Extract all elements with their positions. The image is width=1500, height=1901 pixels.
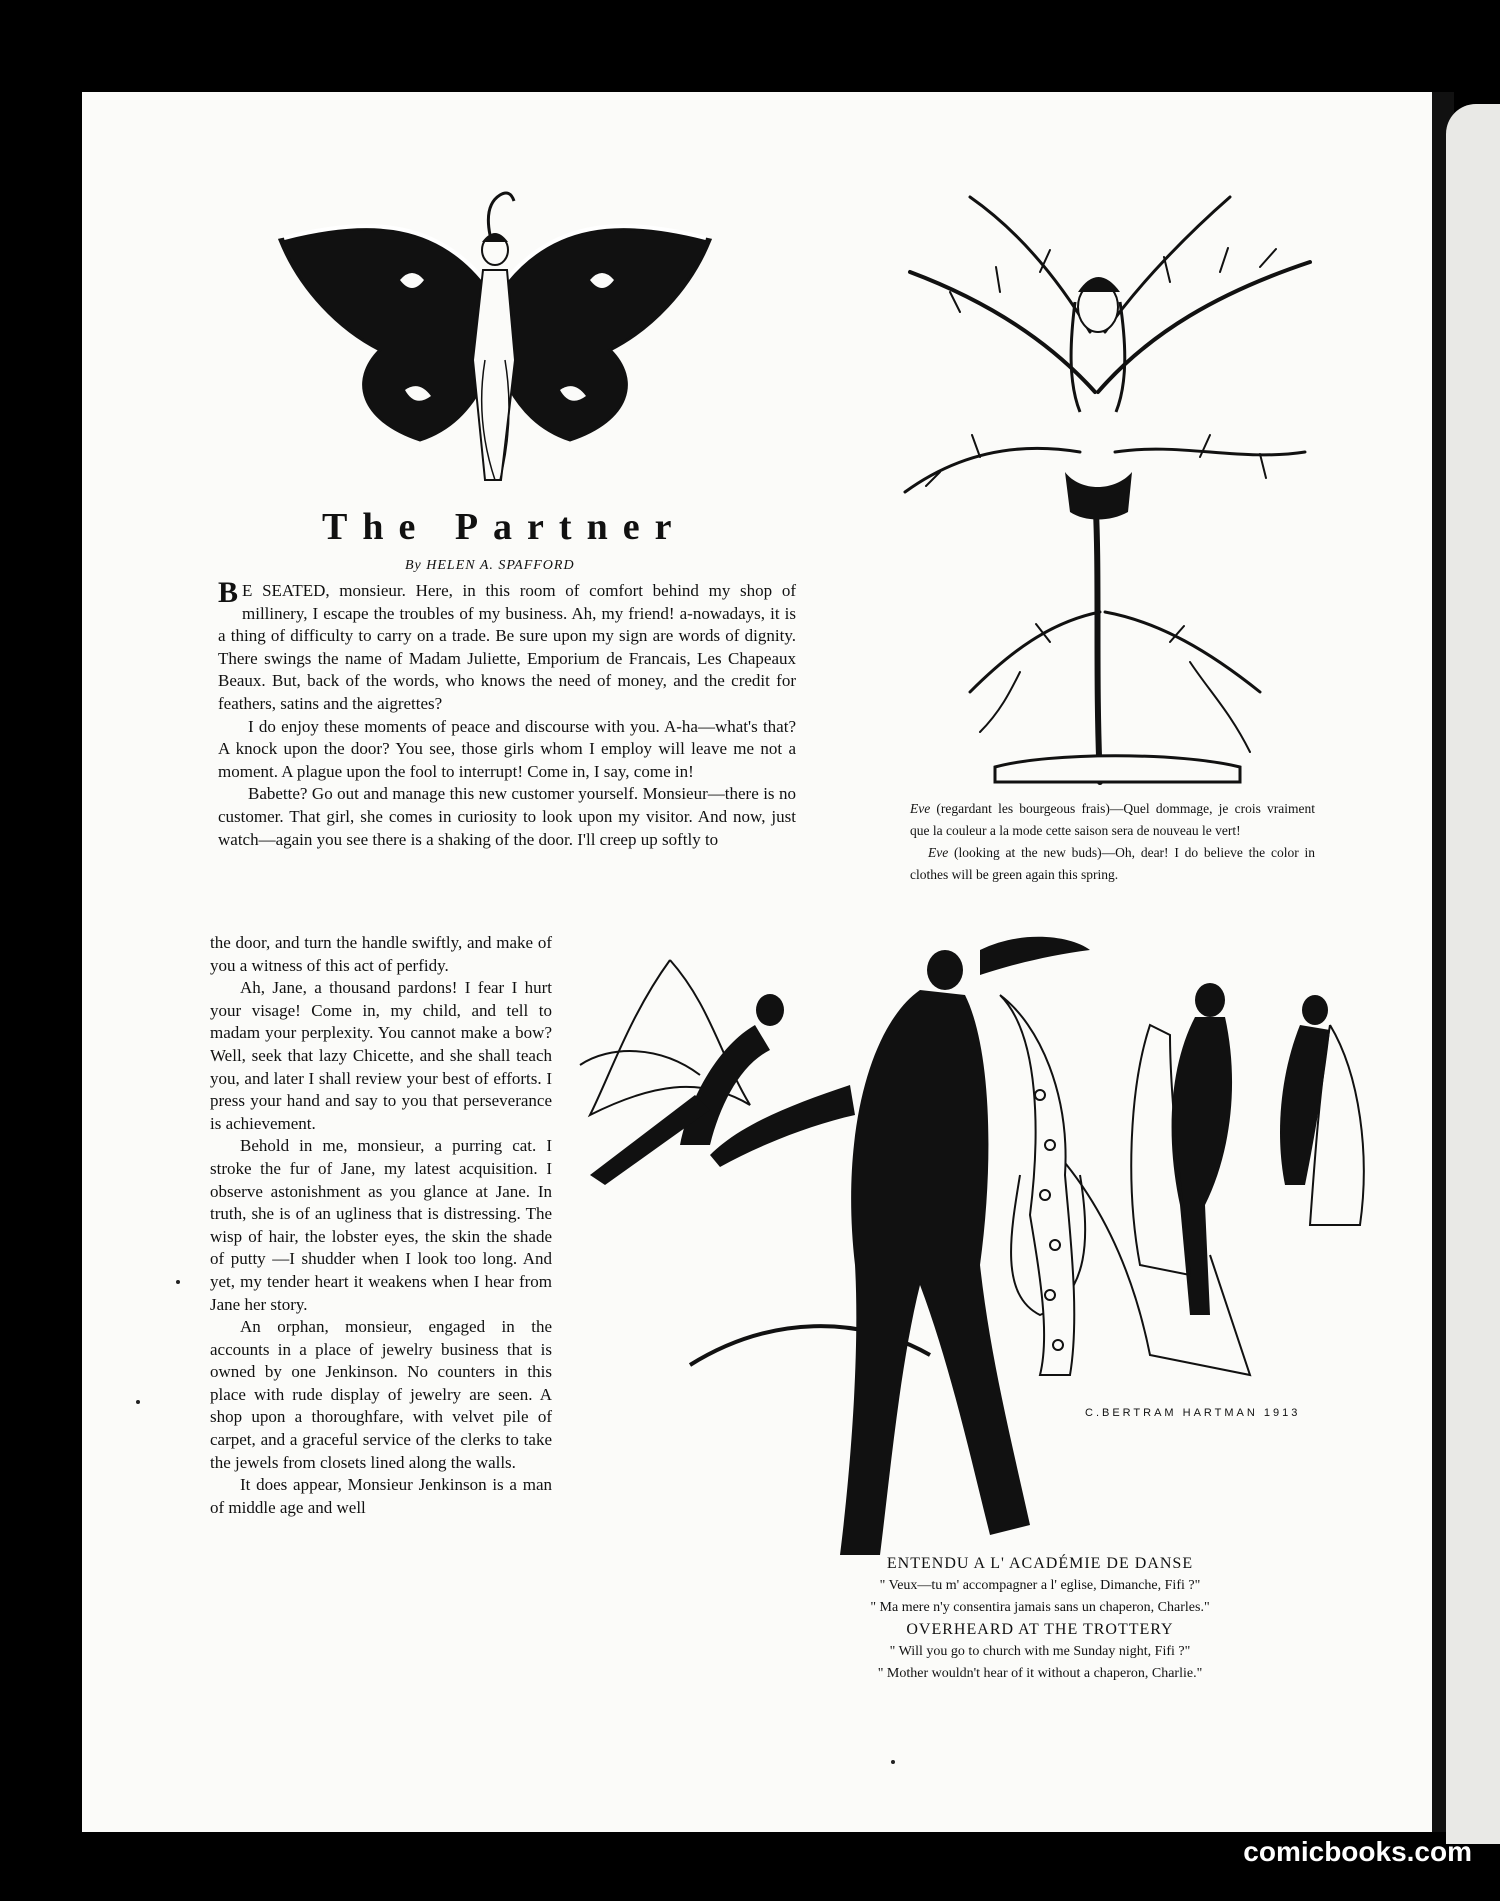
- article-paragraph: It does appear, Monsieur Jenkinson is a man of middle age and well: [210, 1475, 552, 1517]
- dance-line-french-2: " Ma mere n'y consentira jamais sans un chaperon, Charles.": [870, 1600, 1210, 1615]
- dance-heading-french: ENTENDU A L' ACADÉMIE DE DANSE: [886, 1555, 1194, 1572]
- eve-caption-english: [910, 842, 1315, 886]
- dance-line-english-2: " Mother wouldn't hear of it without a chaperon, Charlie.": [877, 1666, 1203, 1681]
- butterfly-woman-illustration: [270, 180, 720, 500]
- article-paragraph: An orphan, monsieur, engaged in the accounts in a place of jewelry business that is owned by one Jenkinson. No counters in this place with rude display of jewelry are seen. A shop upon a thoroughfare, with velvet pile of carpet, and a graceful service of the clerks to take the jewels from closets lined along the walls.: [210, 1317, 552, 1472]
- eve-name-english: Eve: [928, 845, 949, 860]
- dancers-illustration: [570, 935, 1420, 1555]
- eve-caption: [910, 798, 1315, 886]
- eve-tree-illustration: [900, 192, 1320, 792]
- drop-cap: B: [218, 576, 239, 609]
- article-paragraph: Ah, Jane, a thousand pardons! I fear I hurt your visage! Come in, my child, and tell to madam your perplexity. You cannot make a bow? Well, seek that lazy Chicette, and she shall teach you, and later I shall review your best of efforts. I press your hand and say to you that perseverance is achievement.: [210, 978, 552, 1133]
- dance-heading-english: OVERHEARD AT THE TROTTERY: [906, 1621, 1174, 1638]
- article-body-wide: [218, 576, 796, 851]
- print-speck: [891, 1760, 895, 1764]
- illustrator-signature: C.BERTRAM HARTMAN 1913: [1085, 1407, 1301, 1419]
- next-page-edge: [1446, 104, 1500, 1844]
- dance-line-french-1: " Veux—tu m' accompagner a l' eglise, Dimanche, Fifi ?": [879, 1578, 1201, 1593]
- eve-caption-french: [910, 798, 1315, 842]
- eve-caption-english-text: (looking at the new buds)—Oh, dear! I do believe the color in clothes will be green again this spring.: [910, 845, 1315, 882]
- article-byline: By HELEN A. SPAFFORD: [405, 558, 575, 573]
- dance-line-english-1: " Will you go to church with me Sunday night, Fifi ?": [889, 1644, 1191, 1659]
- site-watermark: comicbooks.com: [1243, 1836, 1472, 1867]
- eve-name-french: Eve: [910, 801, 931, 816]
- eve-caption-french-text: (regardant les bourgeous frais)—Quel dommage, je crois vraiment que la couleur a la mode cette saison sera de nouveau le vert!: [910, 801, 1315, 838]
- dance-caption: [780, 1553, 1300, 1685]
- article-title: The Partner: [322, 506, 687, 548]
- article-body-narrow: [210, 932, 552, 1519]
- article-paragraph: Babette? Go out and manage this new customer yourself. Monsieur—there is no customer. That girl, she comes in curiosity to look upon my visitor. And now, just watch—again you see there is a shaking of the door. I'll creep up softly to: [218, 784, 796, 849]
- first-paragraph-text: E SEATED, monsieur. Here, in this room of comfort behind my shop of millinery, I escape the troubles of my business. Ah, my friend! a-nowadays, it is a thing of difficulty to carry on a trade. Be sure upon my sign are words of dignity. There swings the name of Madam Juliette, Emporium de Francais, Les Chapeaux Beaux. But, back of the words, who knows the need of money, and the credit for feathers, satins and the aigrettes?: [218, 581, 796, 713]
- article-paragraph: I do enjoy these moments of peace and discourse with you. A-ha—what's that? A knock upon the door? You see, those girls whom I employ will leave me not a moment. A plague upon the fool to interrupt! Come in, I say, come in!: [218, 716, 796, 781]
- article-paragraph: the door, and turn the handle swiftly, and make of you a witness of this act of perfidy.: [210, 933, 552, 975]
- first-paragraph: [218, 576, 796, 716]
- article-paragraph: Behold in me, monsieur, a purring cat. I stroke the fur of Jane, my latest acquisition. I observe astonishment as you glance at Jane. In truth, she is of an ugliness that is distressing. The wisp of hair, the lobster eyes, the skin the shade of putty —I shudder when I look too long. And yet, my tender heart it weakens when I hear from Jane her story.: [210, 1136, 552, 1314]
- print-speck: [176, 1280, 180, 1284]
- print-speck: [136, 1400, 140, 1404]
